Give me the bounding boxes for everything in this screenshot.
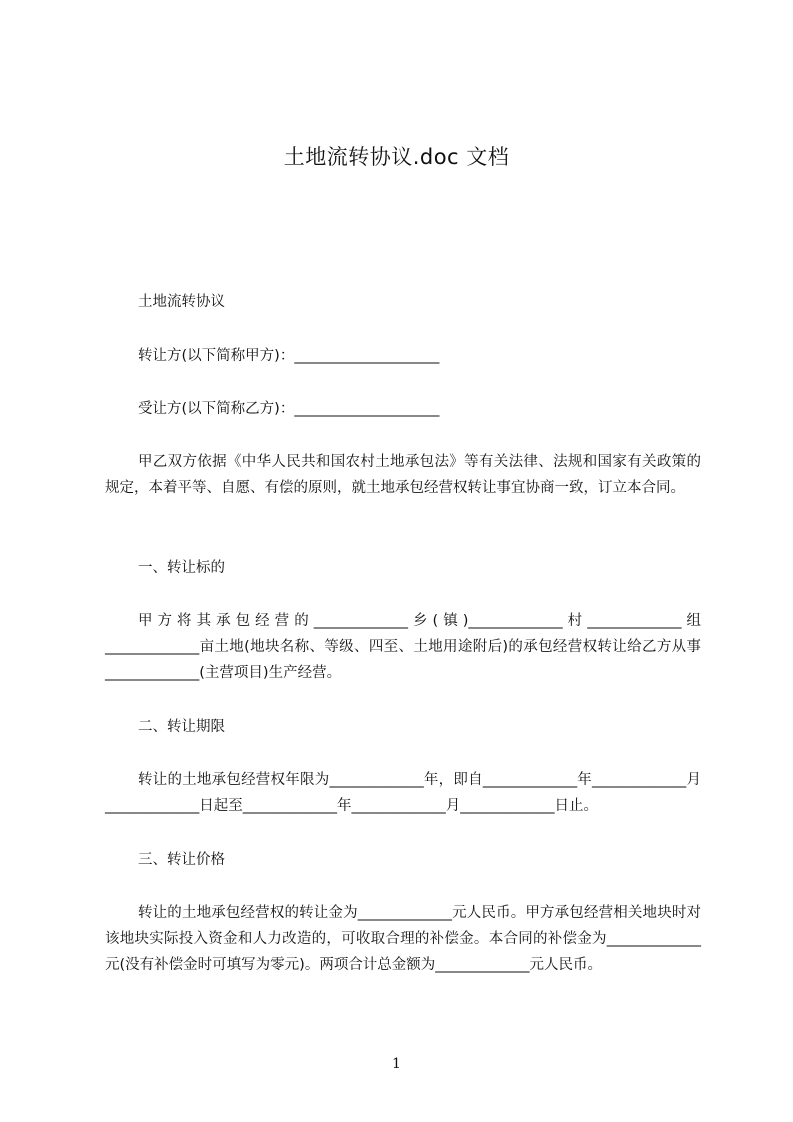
section-body-transfer-term: 转让的土地承包经营权年限为_____________年，即自_____________年_____________月_____________日起至_____________年_____________月_____________日止。 (105, 772, 701, 814)
section-body-transfer-price: 转让的土地承包经营权的转让金为_____________元人民币。甲方承包经营相关地块时对该地块实际投入资金和人力改造的，可收取合理的补偿金。本合同的补偿金为_____________元(没有补偿金时可填写为零元)。两项合计总金额为_____________元人民币。 (105, 905, 701, 973)
document-title: 土地流转协议.doc 文档 (283, 145, 510, 169)
section-heading-transfer-price: 三、转让价格 (138, 852, 225, 868)
agreement-heading: 土地流转协议 (138, 294, 225, 310)
transferee-line: 受让方(以下简称乙方)：____________________ (138, 401, 440, 417)
section-heading-transfer-subject: 一、转让标的 (138, 560, 225, 576)
page-number: 1 (392, 1056, 401, 1072)
transferor-line: 转让方(以下简称甲方)：____________________ (138, 348, 440, 364)
section-body-transfer-subject: 甲方将其承包经营的_____________乡(镇)_____________村_____________组_____________亩土地(地块名称、等级、四至、土地用途附后)的承包经营权转让给乙方从事_____________(主营项目)生产经营。 (105, 613, 701, 681)
section-heading-transfer-term: 二、转让期限 (138, 719, 225, 735)
preamble-paragraph: 甲乙双方依据《中华人民共和国农村土地承包法》等有关法律、法规和国家有关政策的规定，本着平等、自愿、有偿的原则，就土地承包经营权转让事宜协商一致，订立本合同。 (105, 454, 701, 496)
